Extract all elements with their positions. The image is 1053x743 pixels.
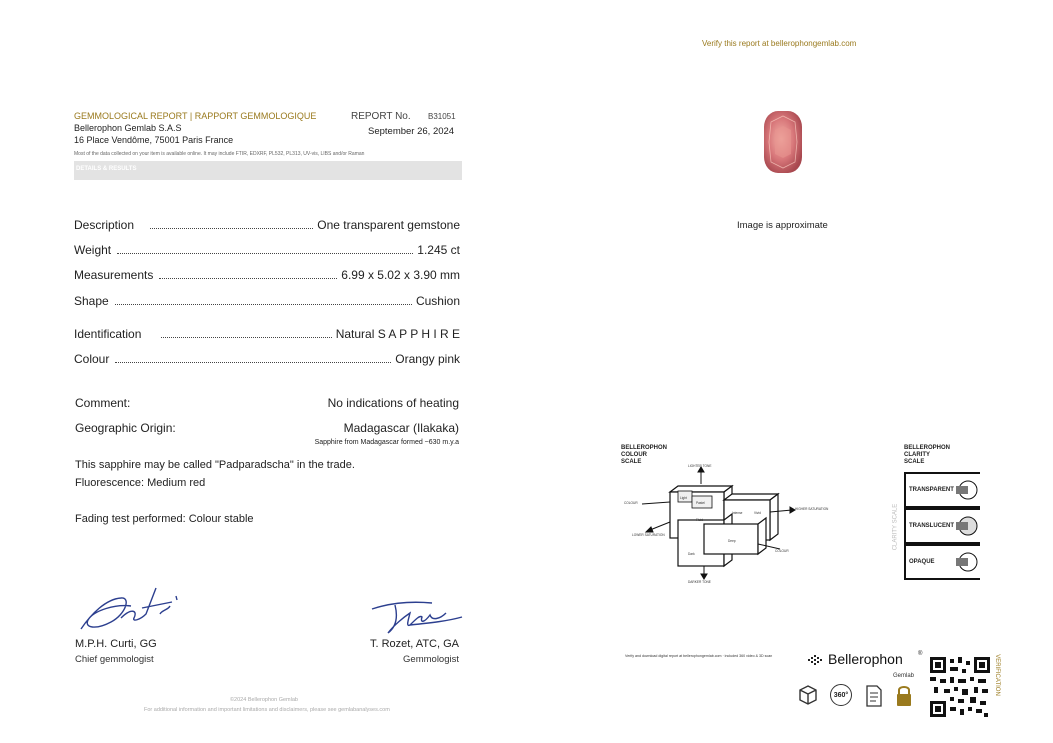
label-deep: Deep: [728, 539, 736, 543]
360-view-icon[interactable]: 360°: [830, 684, 852, 706]
detail-label: Measurements: [74, 268, 154, 282]
copyright: ©2024 Bellerophon Gemlab: [230, 697, 298, 703]
right-signer-title: Gemmologist: [403, 654, 459, 665]
report-title: GEMMOLOGICAL REPORT | RAPPORT GEMMOLOGIQUE: [74, 111, 317, 121]
clarity-scale-title: BELLEROPHON CLARITY SCALE: [904, 445, 951, 465]
origin-label: Geographic Origin:: [75, 421, 176, 435]
label-lower-saturation: LOWER SATURATION: [632, 533, 665, 537]
gemstone-image: [761, 108, 805, 176]
detail-value: One transparent gemstone: [317, 218, 460, 232]
label-pastel: Pastel: [696, 501, 705, 505]
clarity-opaque-icon: [956, 551, 978, 573]
detail-row-colour: [74, 350, 460, 366]
document-icon[interactable]: [863, 684, 885, 708]
report-number-label: REPORT No.: [351, 111, 411, 122]
report-number: B31051: [428, 112, 456, 121]
verify-link[interactable]: Verify this report at bellerophongemlab.com: [702, 39, 857, 48]
detail-row-shape: [74, 292, 460, 308]
detail-value: Natural S A P P H I R E: [335, 327, 460, 341]
label-light: Light: [680, 496, 687, 500]
lock-icon: [895, 684, 913, 708]
left-signer-title: Chief gemmologist: [75, 654, 154, 665]
brand-name: Bellerophon: [828, 651, 903, 667]
detail-label: Description: [74, 218, 135, 232]
label-lighter-tone: LIGHTER TONE: [688, 464, 712, 468]
detail-label: Shape: [74, 294, 109, 308]
brand-sub: Gemlab: [893, 673, 915, 679]
detail-label: Identification: [74, 327, 142, 341]
label-vivid: Vivid: [754, 511, 761, 515]
right-signer-name: T. Rozet, ATC, GA: [369, 638, 459, 650]
detail-value: Cushion: [415, 294, 460, 308]
3d-cube-icon[interactable]: [796, 683, 820, 707]
comment-label: Comment:: [75, 396, 131, 410]
fading-note: Fading test performed: Colour stable: [75, 513, 254, 525]
clarity-side-label: CLARITY SCALE: [892, 503, 899, 551]
company-address: 16 Place Vendôme, 75001 Paris France: [74, 135, 234, 145]
data-note: Most of the data collected on your item is available online. It may include FTIR, EDXRF, PL532, PL313, UV-vis, LIBS and/or Raman: [74, 151, 365, 157]
left-signer-name: M.P.H. Curti, GG: [75, 638, 157, 650]
clarity-translucent-icon: [956, 515, 978, 537]
brand-registered: ®: [918, 651, 923, 657]
clarity-translucent: TRANSLUCENT: [904, 508, 980, 544]
clarity-opaque: OPAQUE: [904, 544, 980, 580]
details-results-bar: [74, 161, 462, 180]
trade-note: This sapphire may be called "Padparadscha" in the trade.: [75, 459, 355, 471]
label-darker-tone: DARKER TONE: [688, 580, 711, 584]
comment-value: No indications of heating: [327, 396, 459, 410]
detail-row-description: [74, 216, 460, 232]
qr-code-icon[interactable]: [930, 657, 990, 717]
detail-value: Orangy pink: [395, 352, 460, 366]
detail-label: Colour: [74, 352, 110, 366]
detail-row-measurements: [74, 266, 460, 282]
verification-label: VERIFICATION: [993, 654, 1000, 696]
label-intense: Intense: [732, 511, 743, 515]
clarity-transparent: TRANSPARENT: [904, 472, 980, 508]
origin-note: Sapphire from Madagascar formed ~630 m.y.a: [314, 439, 459, 446]
origin-value: Madagascar (Ilakaka): [343, 421, 459, 435]
label-higher-saturation: HIGHER SATURATION: [795, 507, 829, 511]
label-colour-right: COLOUR: [775, 549, 789, 553]
details-results-label: DETAILS & RESULTS: [76, 166, 137, 172]
detail-value: 1.245 ct: [417, 243, 460, 257]
left-signature: [76, 584, 186, 636]
label-fluid: Fluid: [696, 518, 703, 522]
detail-value: 6.99 x 5.02 x 3.90 mm: [341, 268, 460, 282]
label-colour-left: COLOUR: [624, 501, 638, 505]
detail-row-weight: [74, 241, 460, 257]
disclaimer: For additional information and important limitations and disclaimers, please see gemlabanalyses.com: [144, 707, 390, 713]
right-signature: [370, 595, 465, 637]
detail-row-identification: [74, 325, 460, 341]
colour-scale-title: BELLEROPHON COLOUR SCALE: [621, 445, 668, 465]
report-date: September 26, 2024: [368, 126, 455, 137]
fluorescence-note: Fluorescence: Medium red: [75, 477, 206, 489]
company-name: Bellerophon Gemlab S.A.S: [74, 123, 182, 133]
detail-label: Weight: [74, 243, 112, 257]
colour-scale-diagram: [620, 462, 829, 584]
label-dark: Dark: [688, 552, 695, 556]
bellerophon-logo-icon: [808, 654, 826, 666]
verify-note: Verify and download digital report at bellerophongemlab.com · included 360 video & 3D scan: [625, 654, 773, 658]
image-caption: Image is approximate: [737, 220, 828, 231]
clarity-transparent-icon: [956, 479, 978, 501]
